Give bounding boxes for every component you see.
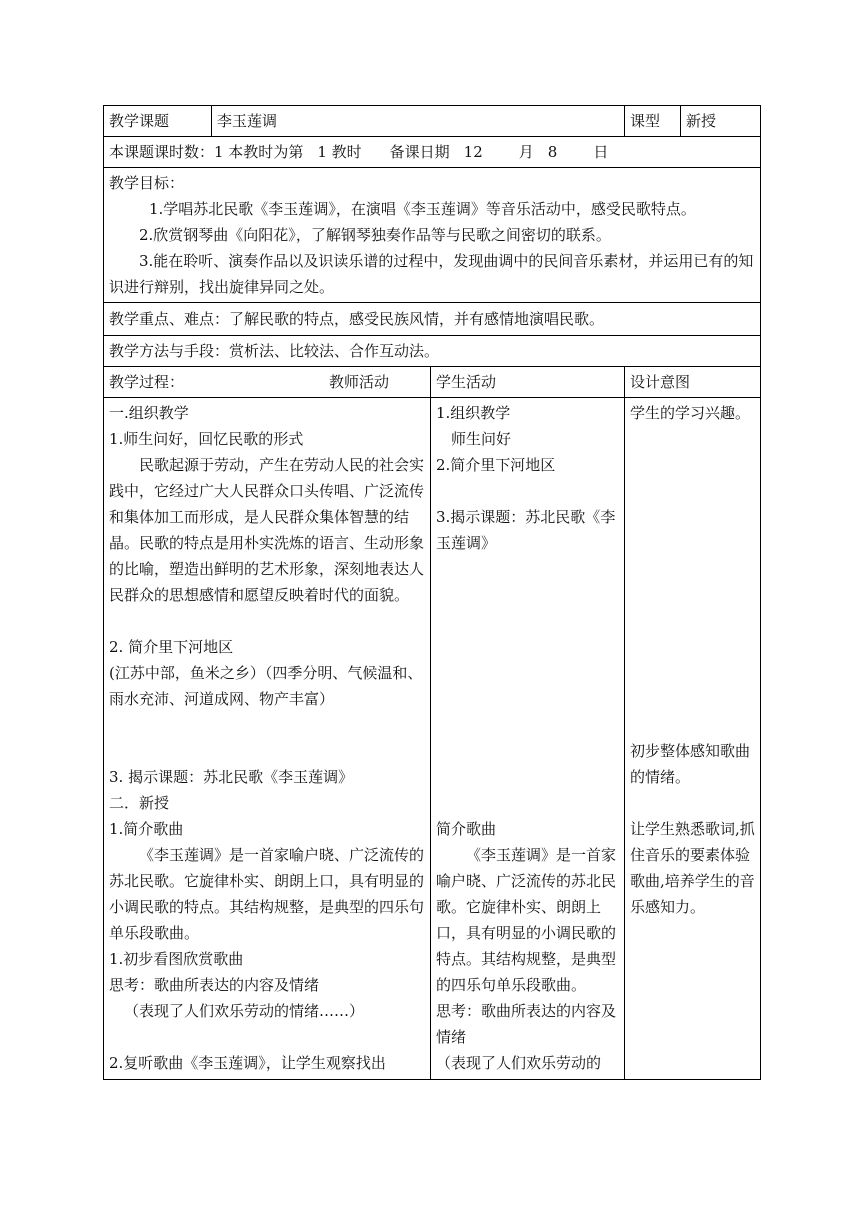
topic-value: 李玉莲调 [212,106,625,137]
type-value: 新授 [681,106,761,137]
topic-label: 教学课题 [104,106,212,137]
student-text: （表现了人们欢乐劳动的 [436,1054,602,1072]
teacher-text: （表现了人们欢乐劳动的情绪……） [124,1002,365,1020]
objective-item: 3.能在聆听、演奏作品以及识读乐谱的过程中，发现曲调中的民间音乐素材，并运用已有的知识进行辩别，找出旋律异同之处。 [109,252,754,296]
teacher-text: 思考：歌曲所表达的内容及情绪 [109,976,320,994]
period-value: 1 教时 [317,143,362,161]
lesson-plan-page [103,105,760,1080]
teacher-text: 1.初步看图欣赏歌曲 [109,950,244,968]
process-label: 教学过程： [109,373,185,391]
methods-row [104,336,761,367]
hours-label: 本课题课时数：1 本教时为第 [109,143,304,161]
objectives-label: 教学目标： [109,174,185,192]
design-text: 学生的学习兴趣。 [630,404,751,422]
teacher-text: 民歌起源于劳动，产生在劳动人民的社会实践中，它经过广大人民群众口头传唱、广泛流传和集体加工而形成，是人民群众集体智慧的结晶。民歌的特点是用朴实洗炼的语言、生动形象的比喻，塑造出鲜明的艺术形象，深刻地表达人民群众的思想感情和愿望反映着时代的面貌。 [109,456,425,604]
teacher-text: 一.组织教学 [109,404,189,422]
student-text: 1.组织教学 [436,404,511,422]
teacher-text: (江苏中部，鱼米之乡）（四季分明、气候温和、雨水充沛、河道成网、物产丰富） [109,664,423,708]
teacher-text: 2.复听歌曲《李玉莲调》，让学生观察找出 [109,1054,386,1072]
title-row [104,106,761,137]
day-value: 8 [547,143,558,161]
student-text: 师生问好 [451,430,512,448]
month-value: 12 [463,143,483,161]
student-text: 思考：歌曲所表达的内容及情绪 [436,1002,617,1046]
teacher-activity-header: 教师活动 [328,373,389,391]
student-activity-cell [431,398,625,1080]
design-intent-cell [625,398,761,1080]
date-label: 备课日期 [389,143,450,161]
student-text: 2.简介里下河地区 [436,456,556,474]
teacher-text: 《李玉莲调》是一首家喻户晓、广泛流传的苏北民歌。它旋律朴实、朗朗上口，具有明显的小调民歌的特点。其结构规整，是典型的四乐句单乐段歌曲。 [109,846,425,942]
design-intent-header: 设计意图 [625,367,761,398]
objectives-row [104,168,761,303]
student-text: 《李玉莲调》是一首家喻户晓、广泛流传的苏北民歌。它旋律朴实、朗朗上口，具有明显的小调民歌的特点。其结构规整，是典型的四乐句单乐段歌曲。 [436,846,617,994]
design-text: 初步整体感知歌曲的情绪。 [630,742,751,786]
lesson-plan-table [103,105,761,1080]
objective-item: 2.欣赏钢琴曲《向阳花》，了解钢琴独奏作品等与民歌之间密切的联系。 [139,226,611,244]
objective-item: 1.学唱苏北民歌《李玉莲调》，在演唱《李玉莲调》等音乐活动中，感受民歌特点。 [149,200,696,218]
key-points-row [104,303,761,336]
teacher-activity-cell [104,398,431,1080]
teacher-text: 3. 揭示课题：苏北民歌《李玉莲调》 [109,768,354,786]
student-text: 简介歌曲 [436,820,497,838]
day-unit: 日 [593,143,609,161]
hours-cell [104,137,761,168]
teacher-text: 2. 简介里下河地区 [109,638,234,656]
process-header-row [104,367,761,398]
design-text: 让学生熟悉歌词,抓住音乐的要素体验歌曲,培养学生的音乐感知力。 [630,820,755,916]
key-points: 教学重点、难点：了解民歌的特点，感受民族风情，并有感情地演唱民歌。 [104,303,761,336]
objectives-cell [104,168,761,303]
teacher-text: 二．新授 [109,794,170,812]
student-text: 3.揭示课题：苏北民歌《李玉莲调》 [436,508,616,552]
teacher-text: 1.简介歌曲 [109,820,184,838]
type-label: 课型 [625,106,681,137]
methods: 教学方法与手段：赏析法、比较法、合作互动法。 [104,336,761,367]
teacher-text: 1.师生问好，回忆民歌的形式 [109,430,304,448]
hours-row [104,137,761,168]
process-body-row [104,398,761,1080]
student-activity-header: 学生活动 [431,367,625,398]
month-unit: 月 [518,143,534,161]
process-header-teacher-cell [104,367,431,398]
